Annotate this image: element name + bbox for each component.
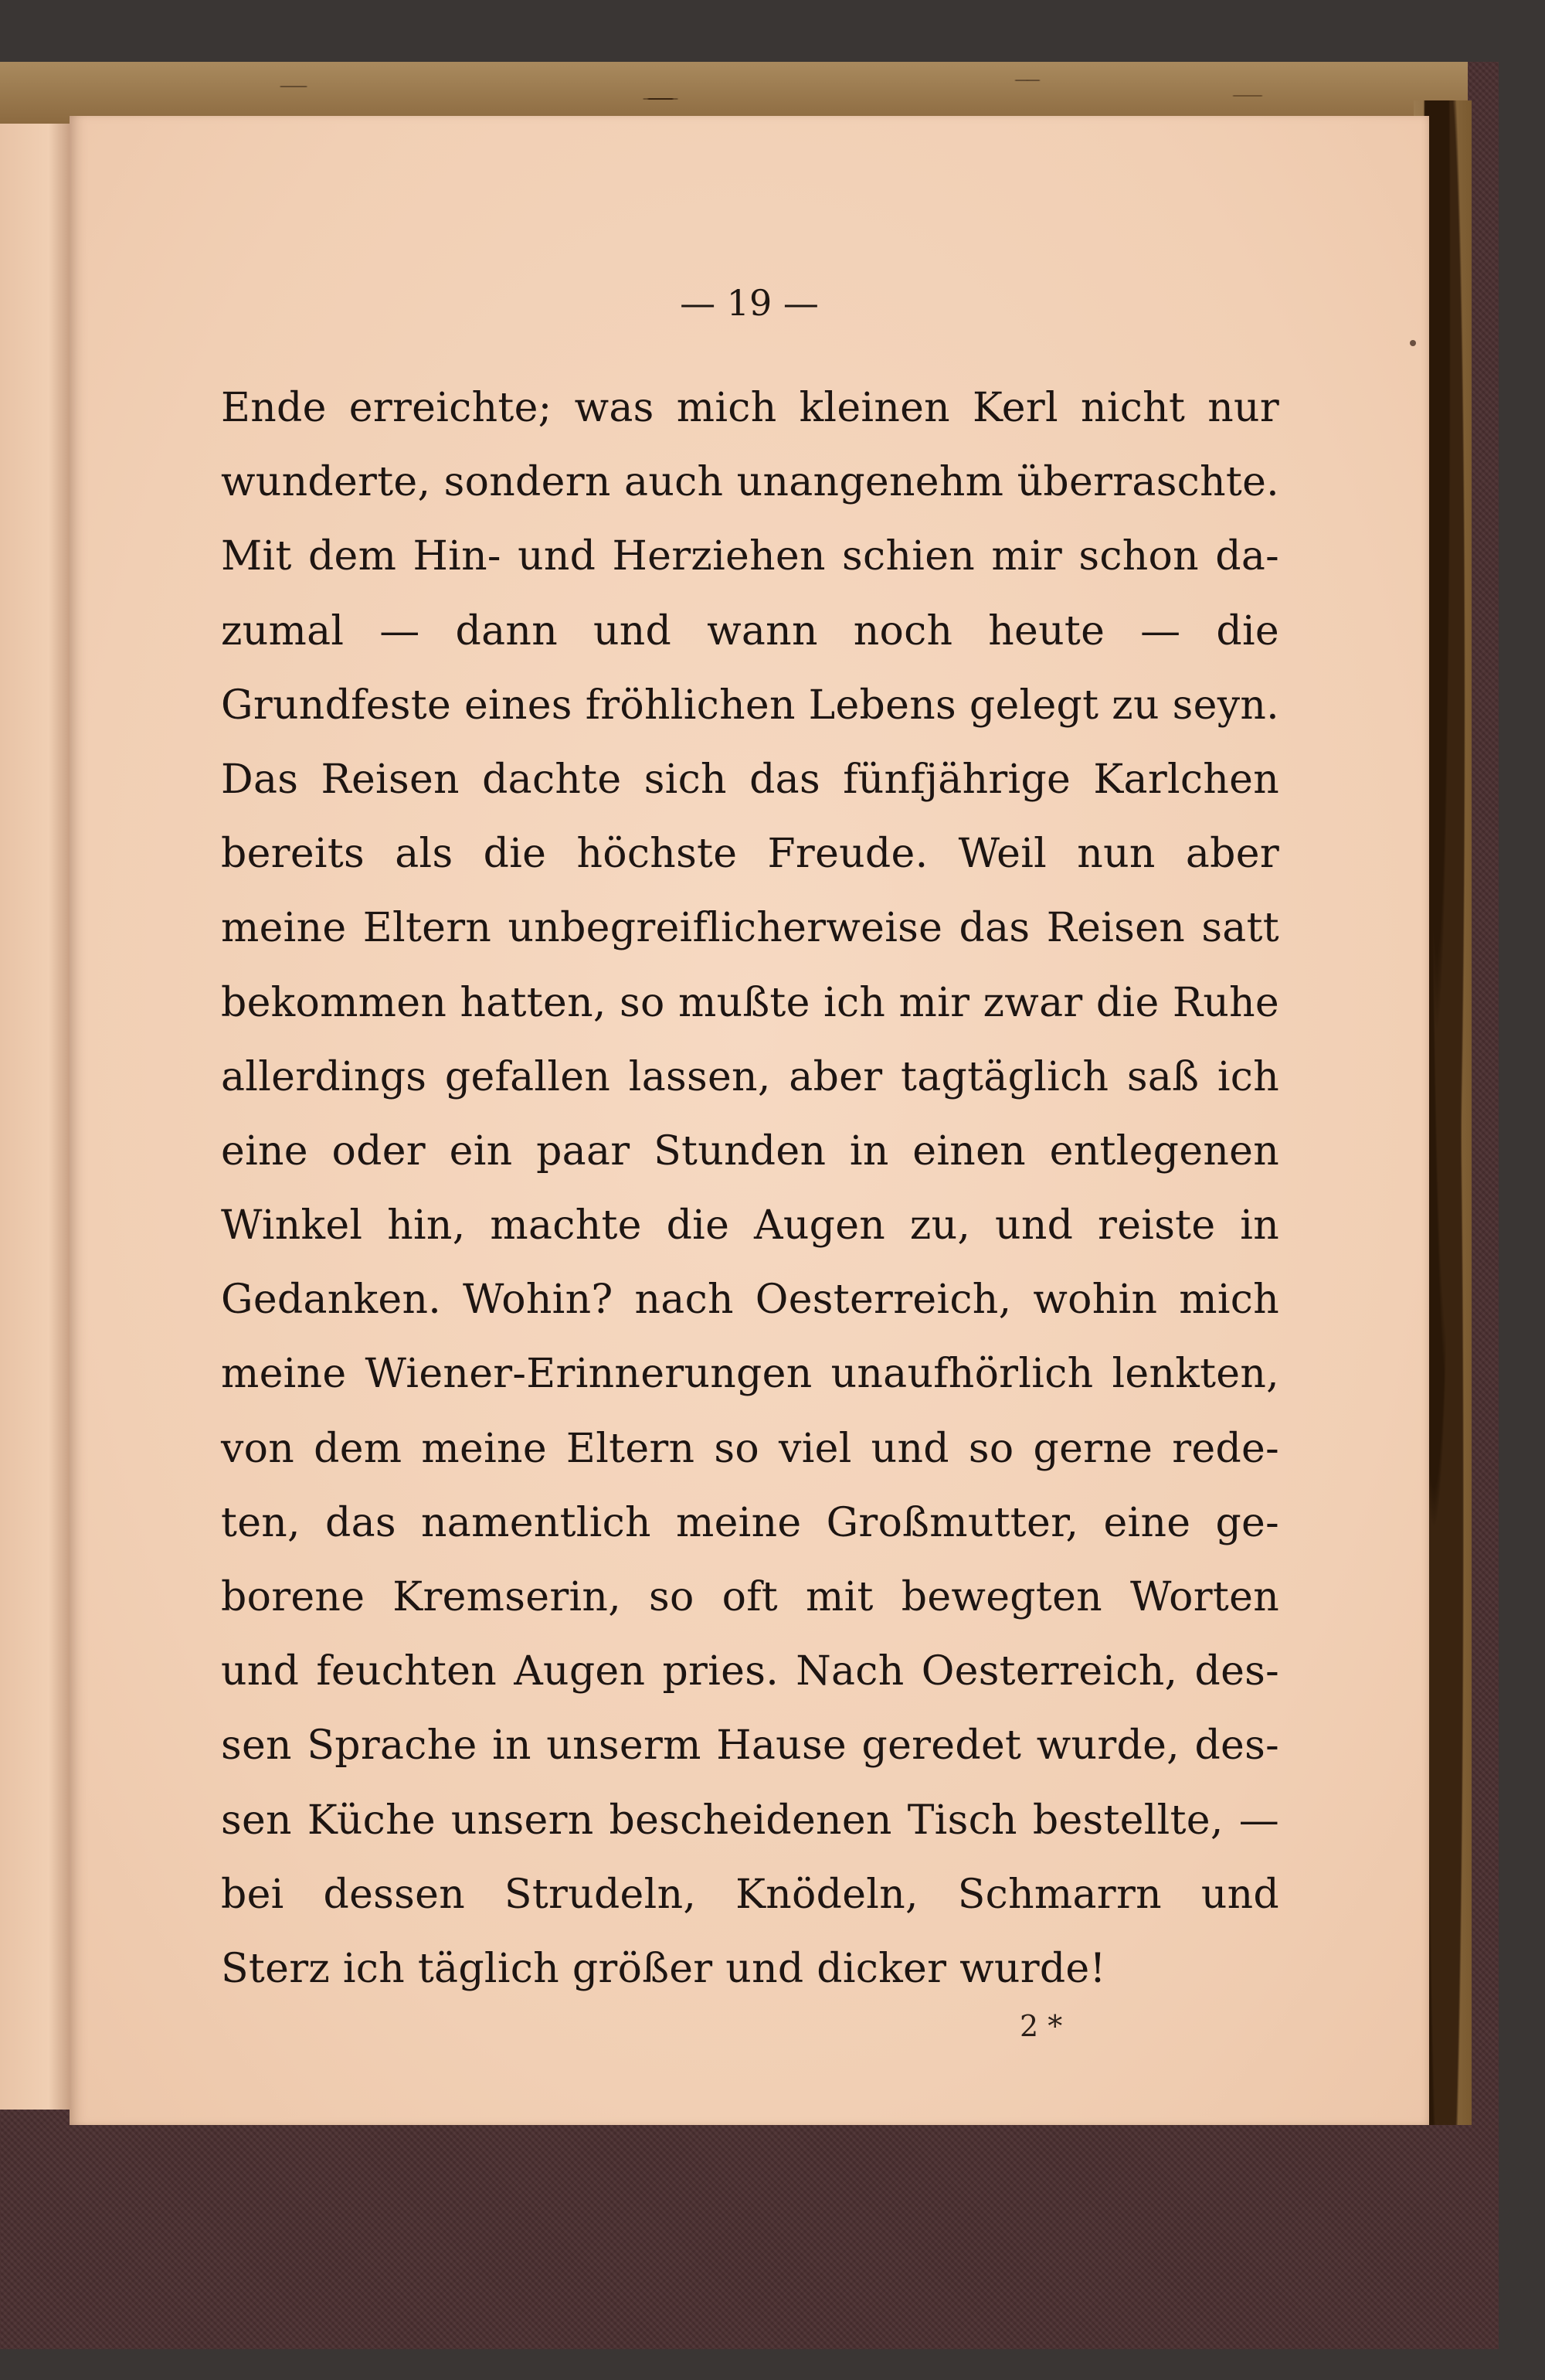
text-line: bei dessen Strudeln, Knödeln, Schmarrn und: [221, 1871, 1279, 1918]
text-line: sen Sprache in unserm Hause geredet wurde, des-: [221, 1722, 1279, 1770]
text-line: Das Reisen dachte sich das fünfjährige Karlchen: [221, 756, 1279, 803]
text-line: ten, das namentlich meine Großmutter, eine ge-: [221, 1499, 1279, 1546]
text-line: eine oder ein paar Stunden in einen entlegenen: [221, 1127, 1279, 1175]
text-line: Sterz ich täglich größer und dicker wurde!: [221, 1945, 1106, 1992]
text-line: Gedanken. Wohin? nach Oesterreich, wohin mich: [221, 1277, 1279, 1324]
text-line: bekommen hatten, so mußte ich mir zwar die Ruhe: [221, 979, 1279, 1026]
text-line: meine Eltern unbegreiflicherweise das Reisen satt: [221, 905, 1279, 952]
text-line: von dem meine Eltern so viel und so gerne rede-: [221, 1425, 1279, 1472]
body-text: [221, 371, 1279, 2006]
text-line: Grundfeste eines fröhlichen Lebens gelegt zu seyn.: [221, 682, 1279, 729]
text-line: wunderte, sondern auch unangenehm überraschte.: [221, 459, 1279, 506]
book-page: [70, 116, 1429, 2125]
ink-spot: [1410, 340, 1416, 346]
text-line: borene Kremserin, so oft mit bewegten Worten: [221, 1574, 1279, 1620]
text-line: meine Wiener-Erinnerungen unaufhörlich lenkten,: [221, 1351, 1279, 1398]
text-line: allerdings gefallen lassen, aber tagtäglich saß ich: [221, 1053, 1279, 1100]
text-line: sen Küche unsern bescheidenen Tisch bestellte, —: [221, 1797, 1279, 1844]
text-line: zumal — dann und wann noch heute — die: [221, 607, 1279, 654]
signature-mark: 2 *: [1020, 2009, 1063, 2043]
text-line: und feuchten Augen pries. Nach Oesterreich, des-: [221, 1648, 1279, 1695]
previous-page-edge: [0, 124, 70, 2110]
text-line: bereits als die höchste Freude. Weil nun aber: [221, 831, 1279, 878]
text-line: Ende erreichte; was mich kleinen Kerl nicht nur: [221, 385, 1279, 431]
text-line: Mit dem Hin- und Herziehen schien mir schon da-: [221, 533, 1279, 580]
marbled-edge-top: [0, 62, 1468, 124]
page-number: — 19 —: [680, 282, 819, 324]
text-line: Winkel hin, machte die Augen zu, und reiste in: [221, 1202, 1279, 1250]
